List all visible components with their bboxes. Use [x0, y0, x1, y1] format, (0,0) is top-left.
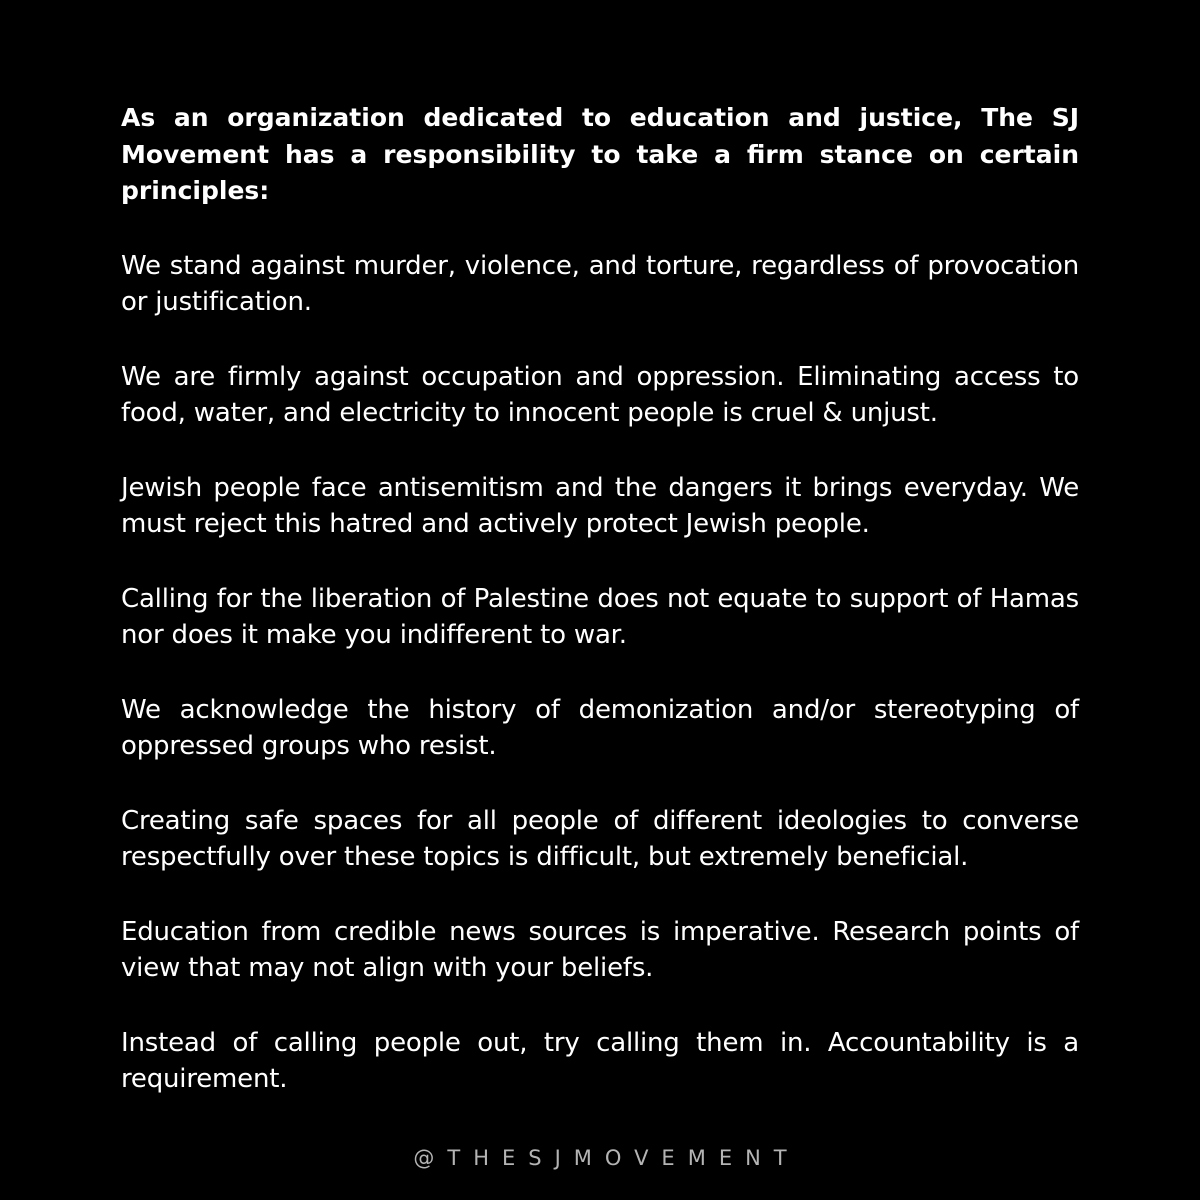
social-handle: @THESJMOVEMENT	[413, 1146, 800, 1170]
principle-paragraph: Calling for the liberation of Palestine does not equate to support of Hamas nor does it make you indifferent to war.	[121, 583, 1079, 650]
principle-paragraph: Instead of calling people out, try calling them in. Accountability is a requirement.	[121, 1027, 1079, 1094]
principle-paragraph: We stand against murder, violence, and torture, regardless of provocation or justification.	[121, 250, 1079, 317]
principle-paragraph: Creating safe spaces for all people of different ideologies to converse respectfully over these topics is difficult, but extremely beneficial.	[121, 805, 1079, 872]
principle-paragraph: Education from credible news sources is imperative. Research points of view that may not align with your beliefs.	[121, 916, 1079, 983]
principle-paragraph: We are firmly against occupation and oppression. Eliminating access to food, water, and electricity to innocent people is cruel & unjust.	[121, 361, 1079, 428]
principle-paragraph: We acknowledge the history of demonization and/or stereotyping of oppressed groups who resist.	[121, 694, 1079, 761]
principle-paragraph: Jewish people face antisemitism and the dangers it brings everyday. We must reject this hatred and actively protect Jewish people.	[121, 472, 1079, 539]
statement-body	[121, 100, 1079, 1136]
intro-statement: As an organization dedicated to education and justice, The SJ Movement has a responsibility to take a firm stance on certain principles:	[121, 103, 1079, 205]
